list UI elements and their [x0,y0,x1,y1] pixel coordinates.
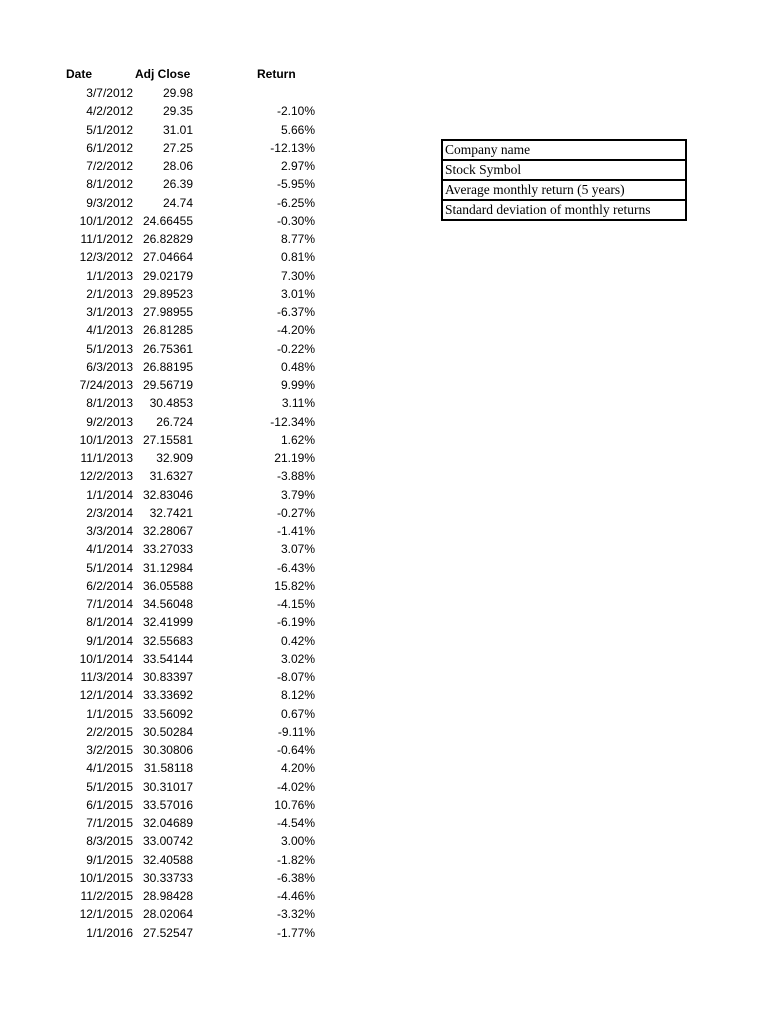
return-cell[interactable]: 0.42% [280,633,315,648]
table-row [0,449,360,467]
table-row [0,741,360,759]
table-row [0,851,360,869]
date-cell[interactable]: 1/1/2015 [86,706,133,721]
return-cell[interactable]: -0.64% [276,743,315,757]
adj-close-cell[interactable]: 27.04664 [142,250,193,265]
adj-close-cell[interactable]: 27.52547 [142,925,193,940]
return-cell[interactable]: -0.27% [276,505,315,520]
table-row [0,632,360,650]
adj-close-cell[interactable]: 28.06 [162,159,193,173]
date-cell[interactable]: 7/2/2012 [86,159,133,173]
adj-close-cell[interactable]: 29.02179 [142,268,193,283]
table-row [0,705,360,723]
date-cell[interactable]: 10/1/2013 [79,432,133,447]
info-box-row[interactable]: Stock Symbol [443,161,685,181]
return-cell[interactable]: -6.38% [276,870,315,885]
date-cell[interactable]: 11/3/2014 [80,670,133,684]
table-row [0,650,360,668]
return-cell[interactable]: -4.54% [276,816,315,830]
date-cell[interactable]: 8/3/2015 [86,834,133,849]
table-row [0,212,360,230]
return-column-header: Return [257,67,296,81]
adj-close-cell[interactable]: 33.33692 [142,688,193,703]
date-cell[interactable]: 7/1/2015 [86,816,133,830]
adj-close-cell[interactable]: 32.40588 [142,852,193,867]
table-row [0,376,360,394]
table-row [0,540,360,558]
adj-close-cell[interactable]: 30.50284 [142,724,193,739]
adj-close-cell[interactable]: 29.35 [162,104,193,119]
adj-close-cell[interactable]: 29.98 [162,86,193,100]
adj-close-cell[interactable]: 30.33733 [142,870,193,885]
return-cell[interactable]: 4.20% [280,761,315,776]
adj-close-cell[interactable]: 33.00742 [142,834,193,849]
adj-close-cell[interactable]: 33.27033 [142,542,193,557]
table-row [0,194,360,212]
date-cell[interactable]: 3/2/2015 [86,743,133,757]
return-cell[interactable]: 9.99% [280,378,315,392]
table-row [0,358,360,376]
return-cell[interactable]: -12.13% [270,140,315,155]
info-box-row[interactable]: Company name [443,141,685,161]
table-row [0,248,360,266]
date-column-header: Date [66,67,93,81]
table-row [0,230,360,248]
date-cell[interactable]: 1/1/2016 [86,925,133,940]
table-row [0,285,360,303]
return-cell[interactable]: -4.02% [276,779,315,794]
return-cell[interactable]: 8.12% [280,688,315,703]
table-row [0,613,360,631]
date-cell[interactable]: 4/1/2015 [86,761,133,776]
return-cell[interactable]: -1.82% [276,852,315,867]
return-cell[interactable]: -3.32% [276,907,315,922]
table-row [0,887,360,905]
date-cell[interactable]: 5/1/2012 [86,122,133,137]
return-cell[interactable]: 0.67% [280,706,315,721]
return-cell[interactable]: -12.34% [270,414,315,429]
return-cell[interactable]: 8.77% [280,232,315,246]
return-cell[interactable]: 1.62% [280,432,315,447]
table-row [0,394,360,412]
date-cell[interactable]: 6/1/2015 [86,797,133,812]
adj-close-cell[interactable]: 27.98955 [142,305,193,319]
date-cell[interactable]: 8/1/2014 [86,615,133,630]
adj-close-cell[interactable]: 26.82829 [142,232,193,246]
return-cell[interactable]: -4.20% [276,323,315,338]
return-cell[interactable]: -5.95% [276,177,315,192]
table-row [0,321,360,339]
date-cell[interactable]: 5/1/2014 [86,560,133,575]
adj-close-column-header: Adj Close [135,67,191,81]
date-cell[interactable]: 10/1/2012 [79,213,133,228]
info-box [441,139,687,221]
adj-close-cell[interactable]: 31.58118 [143,761,193,776]
return-cell[interactable]: -3.88% [276,469,315,484]
table-row [0,504,360,522]
adj-close-cell[interactable]: 31.6327 [149,469,193,484]
date-cell[interactable]: 5/1/2013 [86,341,133,356]
date-cell[interactable]: 10/1/2015 [79,870,133,885]
date-cell[interactable]: 11/2/2015 [80,889,133,903]
date-cell[interactable]: 8/1/2012 [86,177,133,192]
adj-close-cell[interactable]: 32.7421 [149,505,193,520]
adj-close-cell[interactable]: 32.41999 [142,615,193,630]
adj-close-cell[interactable]: 26.75361 [142,341,193,356]
date-cell[interactable]: 3/1/2013 [86,305,133,319]
return-cell[interactable]: -6.19% [276,615,315,630]
table-row [0,139,360,157]
adj-close-cell[interactable]: 30.83397 [142,670,193,684]
adj-close-cell[interactable]: 32.55683 [142,633,193,648]
table-row [0,175,360,193]
return-cell[interactable]: 0.48% [280,359,315,374]
date-cell[interactable]: 12/1/2014 [79,688,133,703]
return-cell[interactable]: 3.01% [280,286,315,301]
table-row [0,832,360,850]
table-row [0,102,360,120]
return-cell[interactable]: 15.82% [274,578,315,593]
date-cell[interactable]: 10/1/2014 [79,651,133,666]
table-row [0,759,360,777]
adj-close-cell[interactable]: 28.98428 [142,889,193,903]
date-cell[interactable]: 11/1/2013 [80,451,133,465]
date-cell[interactable]: 2/2/2015 [86,724,133,739]
table-row [0,668,360,686]
adj-close-cell[interactable]: 31.01 [162,122,193,137]
date-cell[interactable]: 12/3/2012 [79,250,133,265]
table-row [0,559,360,577]
adj-close-cell[interactable]: 30.31017 [142,779,193,794]
return-cell[interactable]: 2.97% [280,159,315,173]
table-row [0,157,360,175]
adj-close-cell[interactable]: 29.56719 [142,378,193,392]
return-cell[interactable]: 3.79% [280,487,315,502]
return-cell[interactable]: 3.11% [281,396,315,411]
table-row [0,814,360,832]
date-cell[interactable]: 12/2/2013 [79,469,133,484]
return-cell[interactable]: -6.37% [276,305,315,319]
table-row [0,522,360,540]
table-row [0,413,360,431]
table-row [0,121,360,139]
table-row [0,340,360,358]
table-row [0,778,360,796]
return-cell[interactable]: 7.30% [280,268,315,283]
adj-close-cell[interactable]: 32.04689 [142,816,193,830]
date-cell[interactable]: 4/1/2013 [86,323,133,338]
date-cell[interactable]: 4/1/2014 [86,542,133,557]
adj-close-cell[interactable]: 26.81285 [142,323,193,338]
table-row [0,595,360,613]
table-row [0,486,360,504]
date-cell[interactable]: 7/24/2013 [79,378,133,392]
date-cell[interactable]: 11/1/2012 [80,232,133,246]
return-cell[interactable]: -1.41% [276,524,315,538]
date-cell[interactable]: 3/3/2014 [86,524,133,538]
date-cell[interactable]: 7/1/2014 [86,597,133,611]
adj-close-cell[interactable]: 27.15581 [142,432,193,447]
date-cell[interactable]: 9/2/2013 [86,414,133,429]
return-cell[interactable]: -6.43% [276,560,315,575]
adj-close-cell[interactable]: 31.12984 [142,560,193,575]
adj-close-cell[interactable]: 33.54144 [142,651,193,666]
return-cell[interactable]: 21.19% [274,451,315,465]
return-cell[interactable]: 0.81% [280,250,315,265]
date-cell[interactable]: 9/3/2012 [86,195,133,210]
adj-close-cell[interactable]: 26.724 [156,414,193,429]
table-row [0,905,360,923]
date-cell[interactable]: 8/1/2013 [86,396,133,411]
adj-close-cell[interactable]: 36.05588 [142,578,193,593]
adj-close-cell[interactable]: 30.4853 [149,396,193,411]
return-cell[interactable]: 3.00% [280,834,315,849]
date-cell[interactable]: 9/1/2015 [86,852,133,867]
adj-close-cell[interactable]: 24.74 [162,195,193,210]
date-cell[interactable]: 1/1/2013 [86,268,133,283]
return-cell[interactable]: -6.25% [276,195,315,210]
adj-close-cell[interactable]: 32.83046 [142,487,193,502]
table-row [0,467,360,485]
adj-close-cell[interactable]: 28.02064 [142,907,193,922]
info-box-row[interactable]: Standard deviation of monthly returns [443,201,685,221]
return-cell[interactable]: 3.07% [280,542,315,557]
return-cell[interactable]: 10.76% [274,797,315,812]
date-cell[interactable]: 3/7/2012 [86,86,133,100]
return-cell[interactable]: -8.07% [276,670,315,684]
date-cell[interactable]: 6/3/2013 [86,359,133,374]
table-row [0,796,360,814]
return-cell[interactable]: -0.30% [276,213,315,228]
return-cell[interactable]: -9.11% [277,724,315,739]
date-cell[interactable]: 1/1/2014 [86,487,133,502]
adj-close-cell[interactable]: 32.28067 [142,524,193,538]
table-row [0,431,360,449]
table-row [0,267,360,285]
date-cell[interactable]: 12/1/2015 [79,907,133,922]
return-cell[interactable]: -0.22% [276,341,315,356]
table-row [0,723,360,741]
adj-close-cell[interactable]: 26.88195 [142,359,193,374]
date-cell[interactable]: 2/1/2013 [86,286,133,301]
date-cell[interactable]: 6/2/2014 [86,578,133,593]
date-cell[interactable]: 4/2/2012 [86,104,133,119]
adj-close-cell[interactable]: 24.66455 [142,213,193,228]
date-cell[interactable]: 6/1/2012 [86,140,133,155]
return-cell[interactable]: -4.46% [276,889,315,903]
table-row [0,84,360,102]
return-cell[interactable]: -4.15% [276,597,315,611]
adj-close-cell[interactable]: 34.56048 [142,597,193,611]
info-box-row[interactable]: Average monthly return (5 years) [443,181,685,201]
return-cell[interactable]: -2.10% [276,104,315,119]
table-row [0,686,360,704]
adj-close-cell[interactable]: 26.39 [162,177,193,192]
adj-close-cell[interactable]: 33.56092 [142,706,193,721]
table-row [0,577,360,595]
date-cell[interactable]: 5/1/2015 [86,779,133,794]
return-cell[interactable]: 3.02% [280,651,315,666]
date-cell[interactable]: 2/3/2014 [86,505,133,520]
table-row [0,869,360,887]
table-row [0,924,360,942]
date-cell[interactable]: 9/1/2014 [86,633,133,648]
return-cell[interactable]: -1.77% [276,925,315,940]
adj-close-cell[interactable]: 32.909 [156,451,193,465]
return-cell[interactable]: 5.66% [280,122,315,137]
price-table [0,84,360,942]
table-row [0,303,360,321]
adj-close-cell[interactable]: 33.57016 [142,797,193,812]
adj-close-cell[interactable]: 29.89523 [142,286,193,301]
adj-close-cell[interactable]: 30.30806 [142,743,193,757]
adj-close-cell[interactable]: 27.25 [162,140,193,155]
